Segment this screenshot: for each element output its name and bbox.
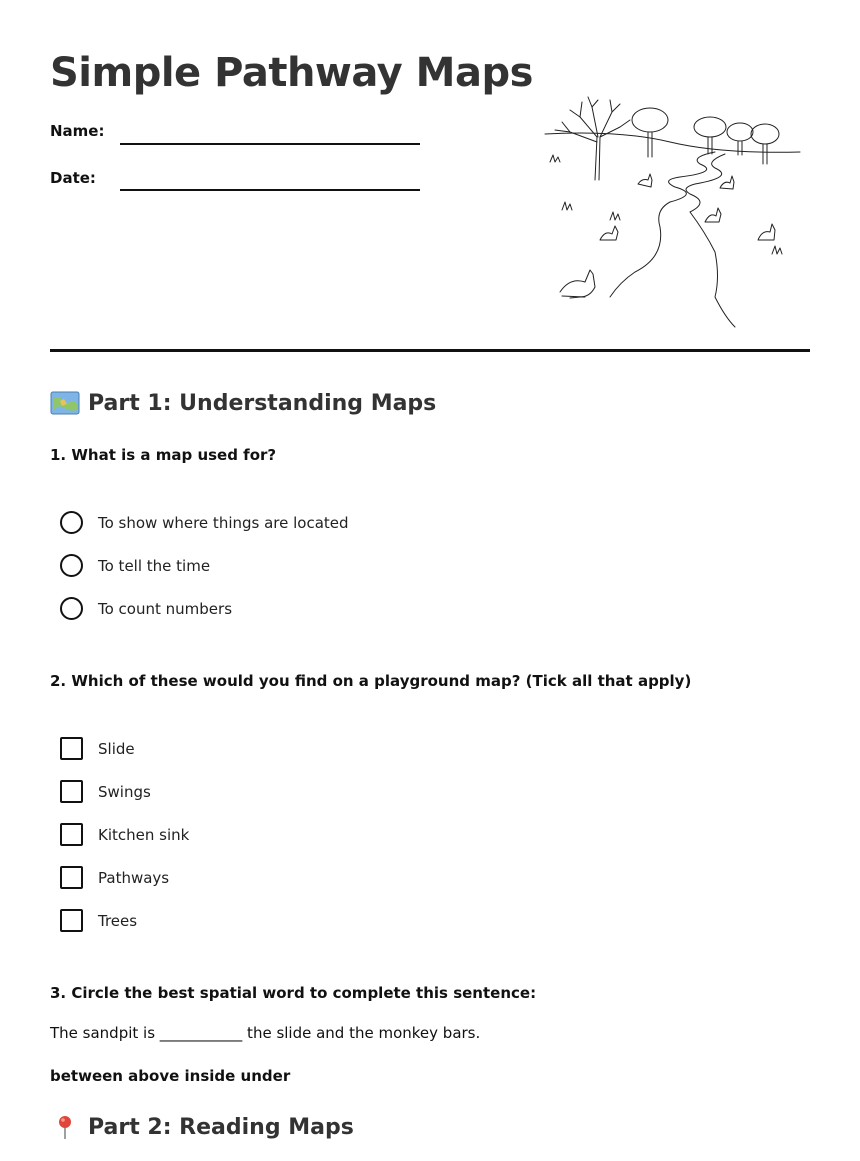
q2-option[interactable] bbox=[60, 737, 135, 760]
part1-heading-text: Part 1: Understanding Maps bbox=[88, 390, 437, 416]
option-label: Kitchen sink bbox=[98, 825, 190, 844]
page-title: Simple Pathway Maps bbox=[50, 50, 533, 96]
q2-option[interactable] bbox=[60, 909, 137, 932]
option-label: To count numbers bbox=[98, 599, 233, 618]
q2-option[interactable] bbox=[60, 823, 189, 846]
header-divider bbox=[50, 349, 810, 352]
q1-option[interactable] bbox=[60, 554, 210, 577]
checkbox[interactable] bbox=[60, 909, 83, 932]
radio-button[interactable] bbox=[60, 597, 83, 620]
radio-button[interactable] bbox=[60, 554, 83, 577]
option-label: Slide bbox=[98, 739, 135, 758]
radio-button[interactable] bbox=[60, 511, 83, 534]
q1-option[interactable] bbox=[60, 511, 349, 534]
name-line[interactable] bbox=[120, 143, 420, 145]
fill-in-sentence: The sandpit is ___________ the slide and the monkey bars. bbox=[50, 1024, 481, 1042]
checkbox[interactable] bbox=[60, 866, 83, 889]
option-label: To tell the time bbox=[98, 556, 211, 575]
q1-option[interactable] bbox=[60, 597, 232, 620]
pathway-landscape-illustration bbox=[540, 92, 805, 332]
map-icon bbox=[50, 390, 80, 416]
option-label: Swings bbox=[98, 782, 151, 801]
name-label: Name: bbox=[50, 122, 105, 140]
question-1: 1. What is a map used for? bbox=[50, 446, 277, 464]
checkbox[interactable] bbox=[60, 823, 83, 846]
question-2: 2. Which of these would you find on a playground map? (Tick all that apply) bbox=[50, 672, 692, 690]
date-label: Date: bbox=[50, 169, 96, 187]
part2-heading bbox=[50, 1114, 354, 1140]
checkbox[interactable] bbox=[60, 737, 83, 760]
checkbox[interactable] bbox=[60, 780, 83, 803]
pin-icon bbox=[50, 1114, 80, 1140]
date-line[interactable] bbox=[120, 189, 420, 191]
option-label: Pathways bbox=[98, 868, 170, 887]
part1-heading bbox=[50, 390, 436, 416]
option-label: Trees bbox=[98, 911, 138, 930]
question-3: 3. Circle the best spatial word to complete this sentence: bbox=[50, 984, 537, 1002]
q2-option[interactable] bbox=[60, 780, 151, 803]
part2-heading-text: Part 2: Reading Maps bbox=[88, 1114, 354, 1140]
q2-option[interactable] bbox=[60, 866, 169, 889]
option-label: To show where things are located bbox=[98, 513, 349, 532]
word-bank[interactable]: between above inside under bbox=[50, 1067, 291, 1085]
